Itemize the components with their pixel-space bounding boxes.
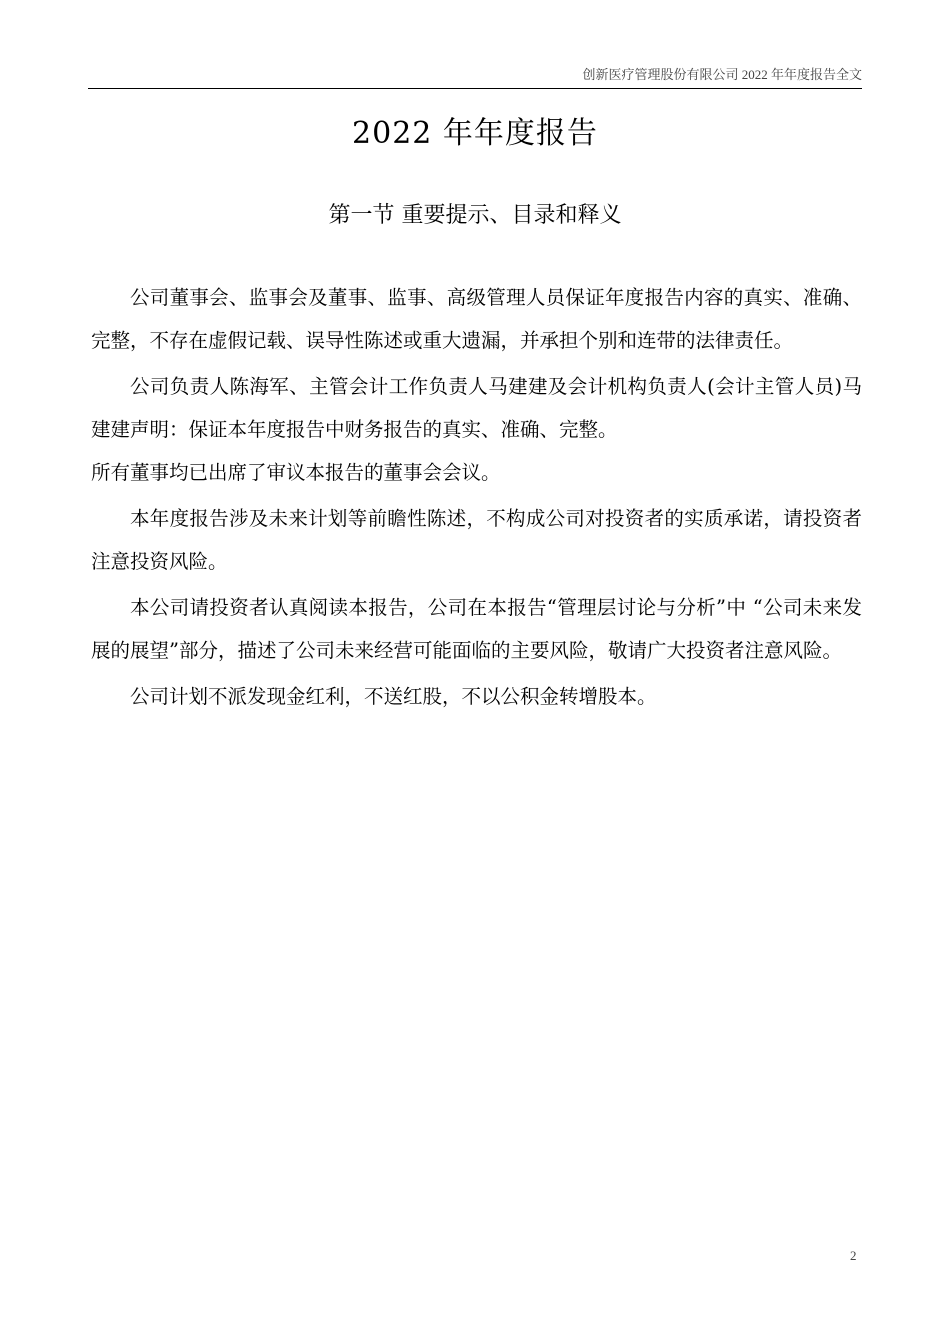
paragraph-board-attendance: 所有董事均已出席了审议本报告的董事会会议。 (91, 461, 501, 484)
paragraph-responsibility-statement: 公司董事会、监事会及董事、监事、高级管理人员保证年度报告内容的真实、准确、完整，不存在虚假记载、误导性陈述或重大遗漏，并承担个别和连带的法律责任。 (91, 286, 862, 352)
running-header: 创新医疗管理股份有限公司 2022 年年度报告全文 (582, 67, 862, 82)
body-text (91, 276, 862, 721)
paragraph-executive-declaration: 公司负责人陈海军、主管会计工作负责人马建建及会计机构负责人(会计主管人员)马建建声明：保证本年度报告中财务报告的真实、准确、完整。 (91, 375, 862, 441)
page-number: 2 (850, 1248, 857, 1263)
paragraph-risk-notice: 本公司请投资者认真阅读本报告，公司在本报告“管理层讨论与分析”中 “公司未来发展的展望”部分，描述了公司未来经营可能面临的主要风险，敬请广大投资者注意风险。 (91, 596, 862, 662)
paragraph-forward-looking: 本年度报告涉及未来计划等前瞻性陈述，不构成公司对投资者的实质承诺，请投资者注意投资风险。 (91, 507, 862, 573)
report-title: 2022 年年度报告 (352, 116, 598, 151)
section-title: 第一节 重要提示、目录和释义 (328, 203, 622, 228)
header-divider (88, 88, 862, 89)
paragraph-dividend-plan: 公司计划不派发现金红利，不送红股，不以公积金转增股本。 (130, 685, 657, 708)
